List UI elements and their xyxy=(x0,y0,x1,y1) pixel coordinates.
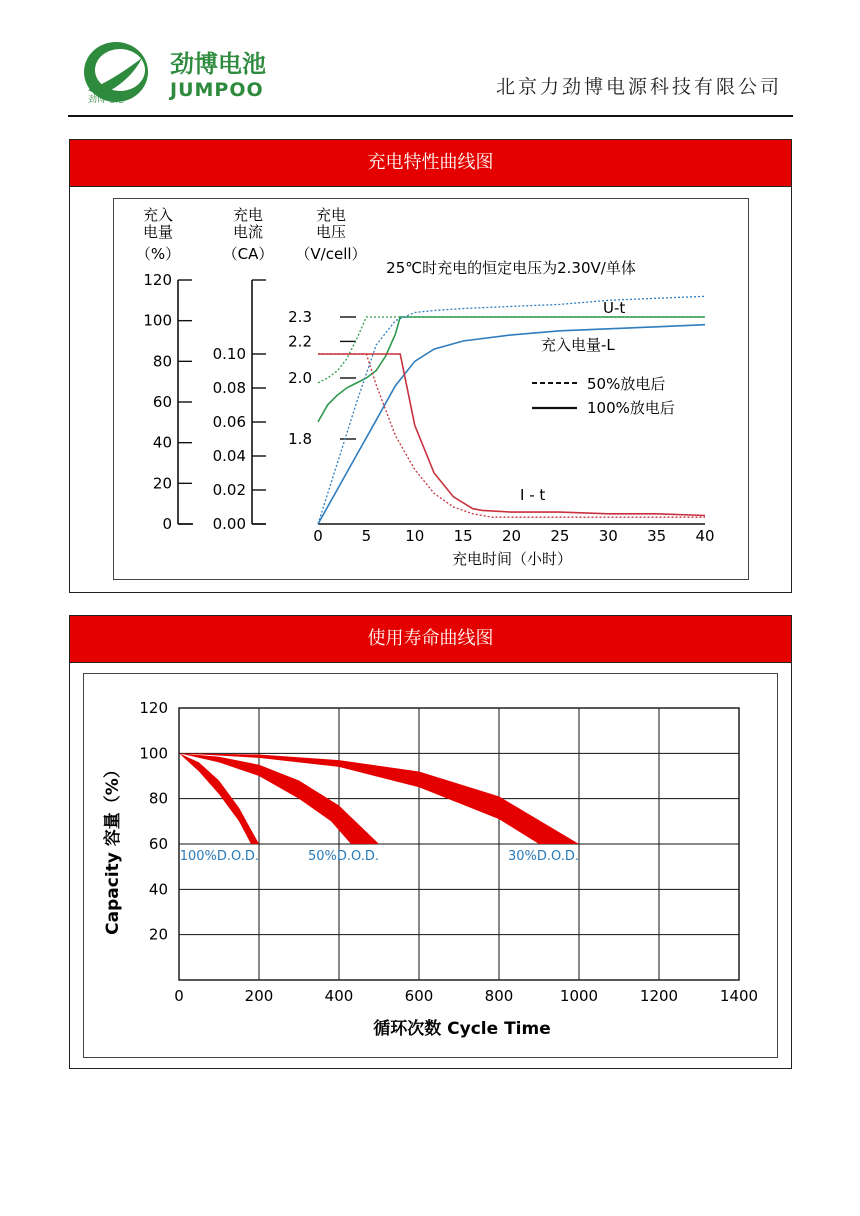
current-head-line1: 充电 xyxy=(232,206,264,224)
time-tick-label: 10 xyxy=(405,527,425,545)
soc-tick-label: 40 xyxy=(152,433,172,452)
soc-curve-label: 充入电量-L xyxy=(541,336,615,354)
time-tick-label: 0 xyxy=(313,527,323,545)
soc-tick-label: 80 xyxy=(152,352,172,371)
life-y-tick-label: 20 xyxy=(148,925,168,944)
life-x-tick-label: 400 xyxy=(324,987,354,1005)
current-head-line2: 电流 xyxy=(232,223,264,241)
time-tick-label: 25 xyxy=(550,527,570,545)
voltage-curve-label: U-t xyxy=(603,299,626,317)
life-x-tick-label: 200 xyxy=(244,987,274,1005)
dod-label: 100%D.O.D. xyxy=(179,849,259,864)
time-tick-label: 15 xyxy=(453,527,473,545)
life-y-axis-label: Capacity 容量（%） xyxy=(103,761,123,935)
soc-tick-label: 100 xyxy=(143,311,172,330)
life-x-tick-label: 1200 xyxy=(639,987,679,1005)
time-tick-label: 5 xyxy=(361,527,372,545)
time-tick-label: 30 xyxy=(598,527,618,545)
life-y-tick-label: 80 xyxy=(148,789,168,808)
life-x-tick-label: 0 xyxy=(174,987,184,1005)
legend-solid-label: 100%放电后 xyxy=(587,399,675,417)
voltage-head-line3: （V/cell） xyxy=(295,245,367,263)
legend-dashed-label: 50%放电后 xyxy=(587,375,666,393)
current-tick-label: 0.06 xyxy=(212,413,246,431)
life-x-tick-label: 1400 xyxy=(719,987,759,1005)
current-tick-label: 0.02 xyxy=(212,481,246,499)
life-panel-title: 使用寿命曲线图 xyxy=(70,616,791,663)
life-x-tick-label: 600 xyxy=(404,987,434,1005)
soc-tick-label: 120 xyxy=(143,271,172,289)
charge-voltage-annotation: 25℃时充电的恒定电压为2.30V/单体 xyxy=(386,259,636,277)
charging-panel-title: 充电特性曲线图 xyxy=(70,140,791,187)
voltage-tick-label: 1.8 xyxy=(288,430,312,448)
life-x-tick-label: 1000 xyxy=(559,987,599,1005)
soc-tick-label: 60 xyxy=(152,393,172,411)
dod-label: 30%D.O.D. xyxy=(507,849,579,864)
current-tick-label: 0.04 xyxy=(212,447,246,465)
life-y-tick-label: 120 xyxy=(139,699,168,717)
current-tick-label: 0.08 xyxy=(212,379,246,397)
life-x-tick-label: 800 xyxy=(484,987,514,1005)
company-name: 北京力劲博电源科技有限公司 xyxy=(495,76,782,98)
logo-cn-text: 劲博电池 xyxy=(170,50,266,78)
soc-head-line2: 电量 xyxy=(142,223,174,241)
voltage-tick-label: 2.3 xyxy=(288,308,312,326)
current-head-line3: （CA） xyxy=(222,245,274,263)
charging-x-axis-label: 充电时间（小时） xyxy=(451,550,573,568)
current-tick-label: 0.00 xyxy=(212,515,246,533)
time-tick-label: 40 xyxy=(695,527,715,545)
dod-label: 50%D.O.D. xyxy=(307,849,379,864)
time-tick-label: 35 xyxy=(647,527,667,545)
logo-small-text: 劲博电池 xyxy=(88,95,125,105)
current-tick-label: 0.10 xyxy=(212,345,246,363)
voltage-head-line1: 充电 xyxy=(315,206,347,224)
soc-head-line1: 充入 xyxy=(142,206,174,224)
voltage-tick-label: 2.0 xyxy=(288,369,312,387)
life-x-axis-label: 循环次数 Cycle Time xyxy=(373,1019,551,1039)
time-tick-label: 20 xyxy=(501,527,522,545)
soc-tick-label: 0 xyxy=(162,515,172,533)
soc-head-line3: （%） xyxy=(135,245,181,263)
life-y-tick-label: 60 xyxy=(148,835,168,853)
life-y-tick-label: 100 xyxy=(139,744,168,763)
life-y-tick-label: 40 xyxy=(148,880,168,899)
voltage-tick-label: 2.2 xyxy=(288,332,312,351)
voltage-head-line2: 电压 xyxy=(315,223,347,241)
current-curve-label: I - t xyxy=(520,486,546,504)
soc-tick-label: 20 xyxy=(152,474,172,493)
logo-en-text: JUMPOO xyxy=(170,79,264,101)
